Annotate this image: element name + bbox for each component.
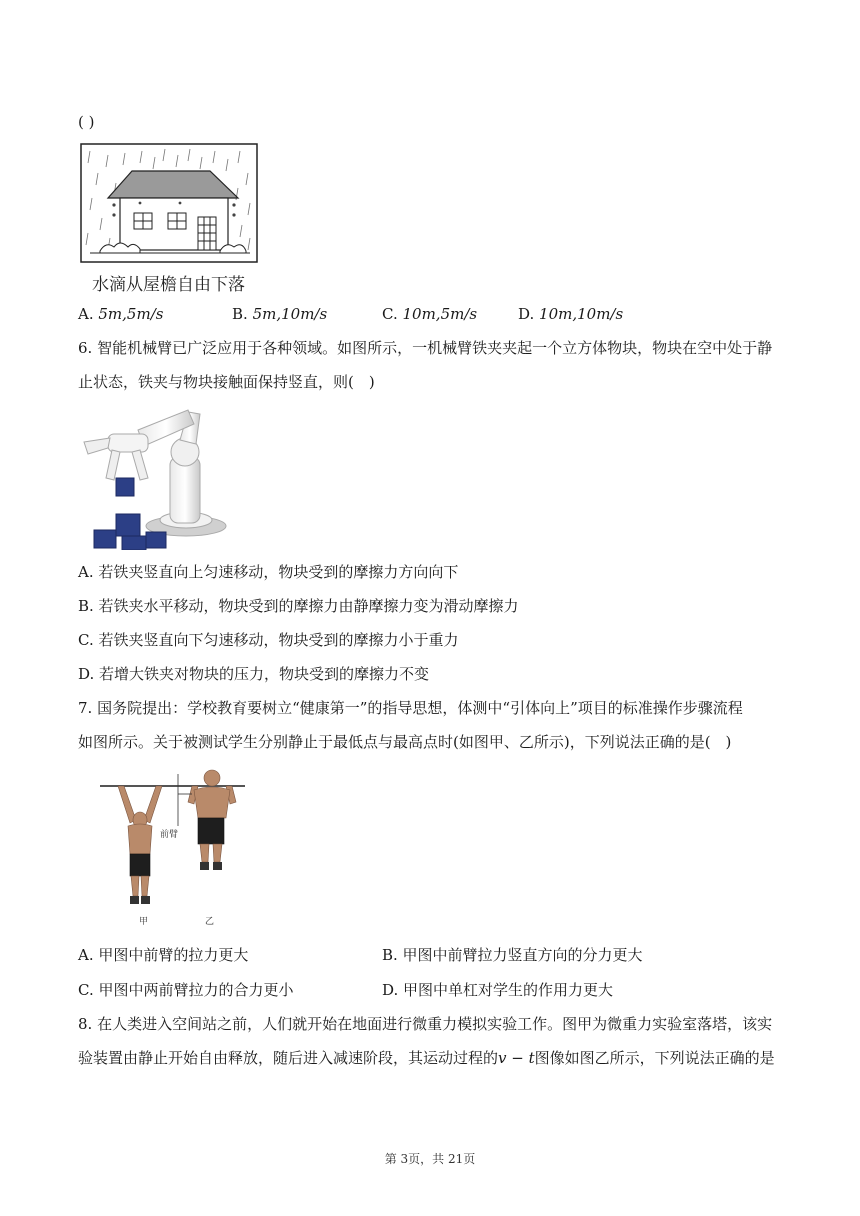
- q7-option-b: B. 甲图中前臂拉力竖直方向的分力更大: [382, 946, 643, 964]
- forearm-label: 前臂: [160, 830, 179, 840]
- q7-stem-line1: 7. 国务院提出：学校教育要树立“健康第一”的指导思想，体测中“引体向上”项目的标准操作步骤流程: [78, 699, 743, 717]
- house-rain-figure: [80, 143, 258, 263]
- q6-option-b: B. 若铁夹水平移动，物块受到的摩擦力由静摩擦力变为滑动摩擦力: [78, 597, 519, 615]
- q5-option-b: B. 5m,10m/s: [232, 305, 328, 323]
- q7-option-d: D. 甲图中单杠对学生的作用力更大: [382, 981, 614, 999]
- robot-arm-figure: [78, 402, 228, 550]
- q7-option-c: C. 甲图中两前臂拉力的合力更小: [78, 981, 294, 999]
- q5-option-d: D. 10m,10m/s: [518, 305, 624, 323]
- q8-stem-line2: 验装置由静止开始自由释放，随后进入减速阶段，其运动过程的v − t图像如图乙所示，下列说法正确的是: [78, 1049, 775, 1067]
- q6-stem-line1: 6. 智能机械臂已广泛应用于各种领域。如图所示，一机械臂铁夹夹起一个立方体物块，物块在空中处于静: [78, 339, 773, 357]
- q6-option-c: C. 若铁夹竖直向下匀速移动，物块受到的摩擦力小于重力: [78, 631, 459, 649]
- q6-option-d: D. 若增大铁夹对物块的压力，物块受到的摩擦力不变: [78, 665, 430, 683]
- q8-stem-line1: 8. 在人类进入空间站之前，人们就开始在地面进行微重力模拟实验工作。图甲为微重力实验室落塔，该实: [78, 1015, 773, 1033]
- q7-option-a: A. 甲图中前臂的拉力更大: [78, 946, 249, 964]
- q6-stem-line2: 止状态，铁夹与物块接触面保持竖直，则( ): [78, 373, 375, 391]
- figure-b-label: 乙: [205, 917, 215, 927]
- pull-up-figure: [100, 768, 250, 928]
- q6-option-a: A. 若铁夹竖直向上匀速移动，物块受到的摩擦力方向向下: [78, 563, 459, 581]
- figure-a-label: 甲: [139, 917, 149, 927]
- q7-stem-line2: 如图所示。关于被测试学生分别静止于最低点与最高点时(如图甲、乙所示)，下列说法正确的是( ): [78, 733, 732, 751]
- q5-option-a: A. 5m,5m/s: [78, 305, 164, 323]
- q5-answer-paren: ( ): [78, 113, 95, 131]
- page-footer: 第 3页，共 21页: [384, 1152, 476, 1166]
- house-figure-caption: 水滴从屋檐自由下落: [92, 275, 245, 295]
- q5-option-c: C. 10m,5m/s: [382, 305, 478, 323]
